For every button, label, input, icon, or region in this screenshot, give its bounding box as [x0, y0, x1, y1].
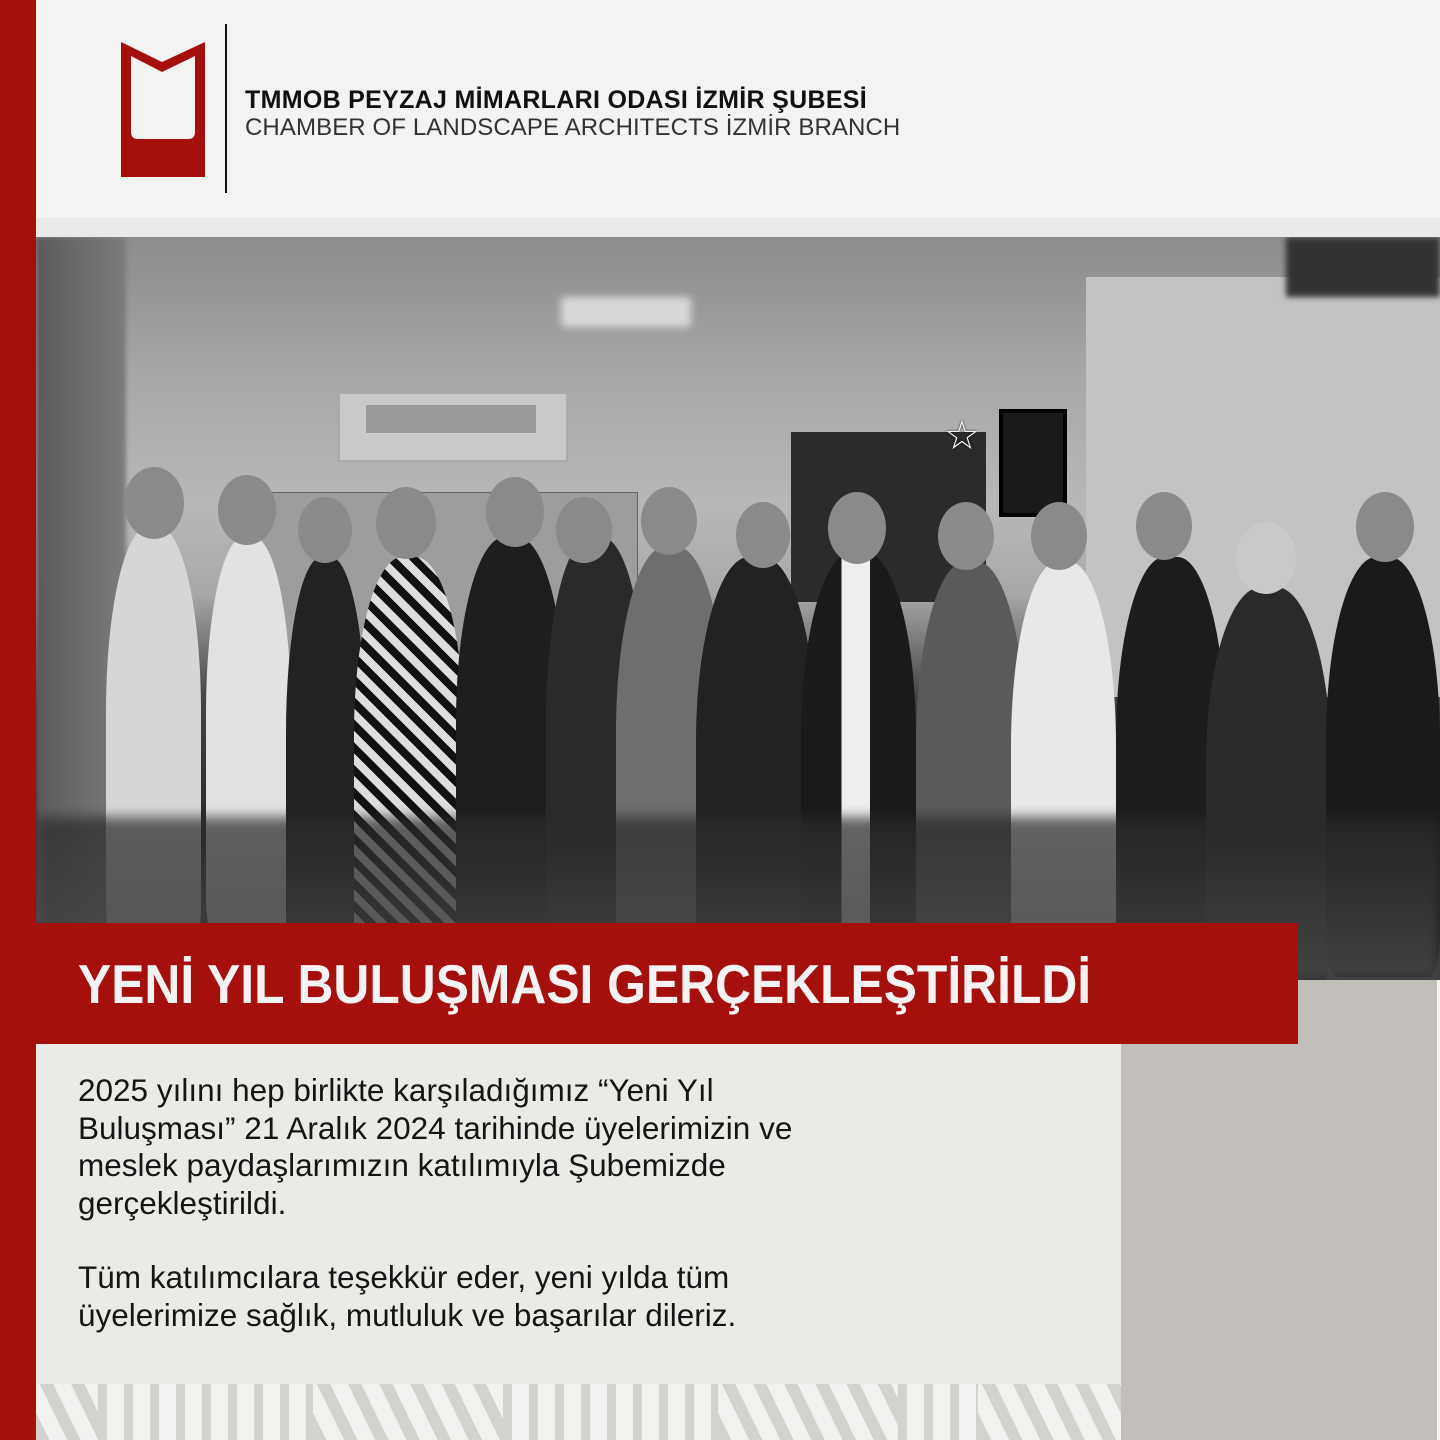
photo-person-head — [828, 492, 886, 564]
org-name-english: CHAMBER OF LANDSCAPE ARCHITECTS İZMİR BRANCH — [245, 114, 901, 141]
photo-person-head — [486, 477, 544, 547]
stripe-diagonal-segment — [313, 1384, 503, 1440]
photo-person-head — [1356, 492, 1414, 562]
chamber-logo-icon — [121, 42, 205, 177]
photo-person-head — [1031, 502, 1087, 570]
star-ornament-icon: ☆ — [944, 414, 980, 458]
header-vertical-divider — [225, 24, 227, 193]
paragraph-1-line: Buluşması” 21 Aralık 2024 tarihinde üyelerimizin ve — [78, 1109, 793, 1146]
photo-person-head — [736, 502, 790, 568]
paragraph-2 — [78, 1259, 1078, 1334]
decorative-stripe-band — [36, 1384, 1121, 1440]
paragraph-1 — [78, 1072, 1078, 1222]
stripe-diagonal-segment — [978, 1384, 1121, 1440]
group-photo — [36, 237, 1440, 980]
paragraph-2-line: Tüm katılımcılara teşekkür eder, yeni yılda tüm — [78, 1259, 730, 1295]
paragraph-2-line: üyelerimize sağlık, mutluluk ve başarılar dileriz. — [78, 1296, 737, 1333]
left-accent-bar — [0, 0, 36, 1440]
body-text — [78, 1072, 1078, 1371]
org-name-turkish: TMMOB PEYZAJ MİMARLARI ODASI İZMİR ŞUBESİ — [245, 86, 868, 114]
photo-person-head — [376, 487, 436, 559]
photo-person-head — [938, 502, 994, 570]
photo-person-head — [1236, 522, 1296, 594]
paragraph-1-line: meslek paydaşlarımızın katılımıyla Şubemizde — [78, 1147, 726, 1183]
photo-person-head — [556, 497, 612, 563]
stripe-vertical-segment — [898, 1384, 978, 1440]
stripe-vertical-segment — [503, 1384, 718, 1440]
stripe-vertical-segment — [98, 1384, 313, 1440]
photo-person-head — [641, 487, 697, 555]
photo-person-head — [298, 497, 352, 563]
photo-person-head — [124, 467, 184, 539]
decorative-grey-box — [1121, 980, 1437, 1440]
page-title: YENİ YIL BULUŞMASI GERÇEKLEŞTİRİLDİ — [78, 953, 1092, 1015]
paragraph-1-line: 2025 yılını hep birlikte karşıladığımız “Yeni Yıl — [78, 1072, 714, 1108]
photo-person-head — [1136, 492, 1192, 560]
stripe-diagonal-segment — [718, 1384, 898, 1440]
photo-projector — [1286, 237, 1440, 297]
stripe-diagonal-segment — [36, 1384, 98, 1440]
photo-person-head — [218, 475, 276, 545]
header-divider-band — [36, 218, 1440, 237]
photo-ceiling-light — [561, 297, 691, 327]
photo-air-conditioner-vent — [366, 405, 536, 433]
paragraph-1-line: gerçekleştirildi. — [78, 1184, 287, 1221]
